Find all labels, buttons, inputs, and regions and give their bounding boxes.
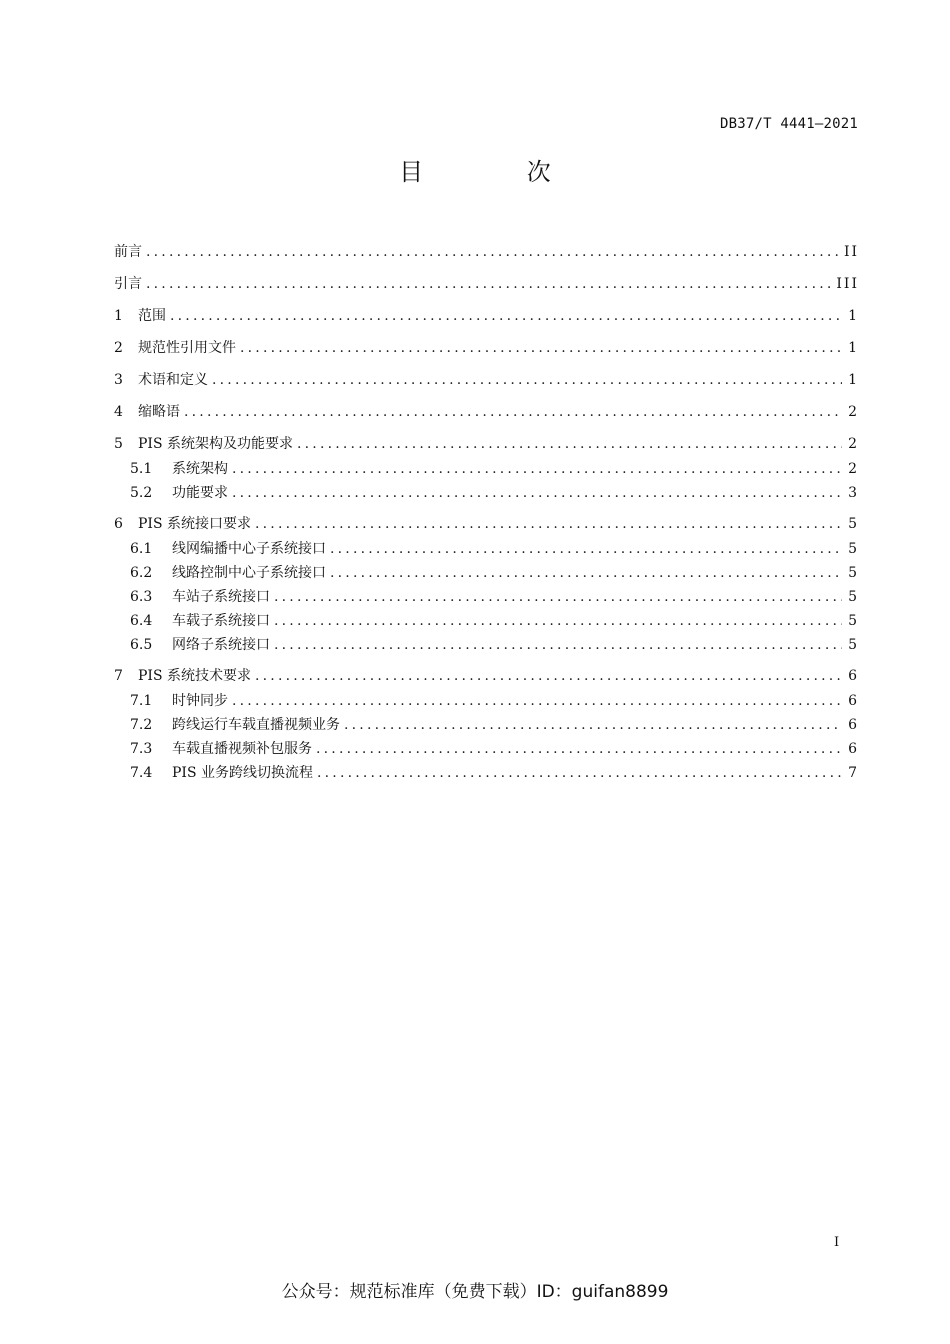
page-title: 目 次 [399,158,599,186]
toc-page-number: 5 [848,565,859,581]
toc-leader [317,762,842,784]
toc-entry-6-4[interactable] [130,610,859,632]
toc-leader [232,482,842,504]
toc-leader [146,241,838,263]
page-folio: I [834,1235,840,1250]
toc-entry-introduction[interactable] [114,273,859,295]
toc-leader [274,586,842,608]
toc-entry-6-5[interactable] [130,634,859,656]
toc-entry-1[interactable] [114,305,859,327]
toc-number: 5 [114,436,123,452]
toc-title: 时钟同步 [172,693,228,709]
toc-leader [330,562,842,584]
toc-title: PIS 业务跨线切换流程 [172,765,313,781]
toc-number: 7.1 [130,693,153,709]
toc-page-number: 6 [848,741,859,757]
toc-title: PIS 系统接口要求 [138,516,251,532]
toc-number: 4 [114,404,123,420]
toc-leader [297,433,842,455]
toc-entry-5-2[interactable] [130,482,859,504]
toc-entry-5[interactable] [114,433,859,455]
toc-page-number: 5 [848,637,859,653]
toc-title: 功能要求 [172,485,228,501]
toc-title: 引言 [114,276,142,292]
toc-entry-2[interactable] [114,337,859,359]
toc-number: 6.1 [130,541,153,557]
toc-page-number: III [836,276,859,292]
toc-entry-5-1[interactable] [130,458,859,480]
toc-entry-3[interactable] [114,369,859,391]
toc-page-number: 5 [848,589,859,605]
toc-leader [344,714,842,736]
toc-number: 5.2 [130,485,153,501]
toc-page-number: 2 [848,404,859,420]
toc-number: 1 [114,308,123,324]
toc-number: 3 [114,372,123,388]
toc-page-number: 2 [848,436,859,452]
toc-title: 线路控制中心子系统接口 [172,565,326,581]
toc-number: 5.1 [130,461,153,477]
toc-page-number: 6 [848,717,859,733]
toc-number: 6.5 [130,637,153,653]
toc-number: 2 [114,340,123,356]
toc-page-number: 1 [848,372,859,388]
toc-title: 术语和定义 [138,372,208,388]
toc-page-number: II [843,244,859,260]
toc-leader [170,305,842,327]
toc-title: 跨线运行车载直播视频业务 [172,717,340,733]
toc-title: 前言 [114,244,142,260]
toc-number: 7 [114,668,123,684]
standard-code: DB37/T 4441—2021 [719,116,858,132]
toc-title: 车站子系统接口 [172,589,270,605]
toc-leader [255,513,842,535]
toc-entry-7[interactable] [114,665,859,687]
footer-watermark-note: 公众号：规范标准库（免费下载）ID：guifan8899 [281,1282,669,1302]
toc-number: 6.2 [130,565,153,581]
toc-entry-6-2[interactable] [130,562,859,584]
toc-leader [330,538,842,560]
toc-page-number: 1 [848,340,859,356]
toc-entry-6-1[interactable] [130,538,859,560]
toc-page-number: 6 [848,668,859,684]
toc-title: PIS 系统架构及功能要求 [138,436,293,452]
toc-entry-6[interactable] [114,513,859,535]
toc-number: 7.2 [130,717,153,733]
toc-entry-foreword[interactable] [114,241,859,263]
toc-title: 范围 [138,308,166,324]
toc-page-number: 2 [848,461,859,477]
toc-page-number: 1 [848,308,859,324]
toc-entry-4[interactable] [114,401,859,423]
toc-leader [255,665,842,687]
toc-title: 车载直播视频补包服务 [172,741,312,757]
toc-title: PIS 系统技术要求 [138,668,251,684]
toc-leader [232,458,842,480]
toc-page-number: 5 [848,516,859,532]
toc-leader [184,401,842,423]
toc-title: 网络子系统接口 [172,637,270,653]
toc-leader [232,690,842,712]
toc-page-number: 5 [848,541,859,557]
toc-title: 缩略语 [138,404,180,420]
toc-page-number: 5 [848,613,859,629]
toc-entry-7-2[interactable] [130,714,859,736]
toc-leader [316,738,842,760]
toc-page-number: 7 [848,765,859,781]
toc-number: 6 [114,516,123,532]
toc-leader [212,369,842,391]
toc-leader [274,610,842,632]
toc-number: 6.3 [130,589,153,605]
toc-page-number: 3 [848,485,859,501]
toc-entry-6-3[interactable] [130,586,859,608]
toc-entry-7-1[interactable] [130,690,859,712]
toc-title: 车载子系统接口 [172,613,270,629]
toc-page-number: 6 [848,693,859,709]
toc-title: 线网编播中心子系统接口 [172,541,326,557]
toc-title: 规范性引用文件 [138,340,236,356]
toc-leader [274,634,842,656]
toc-title: 系统架构 [172,461,228,477]
toc-number: 7.3 [130,741,153,757]
toc-leader [240,337,842,359]
toc-entry-7-4[interactable] [130,762,859,784]
toc-number: 7.4 [130,765,153,781]
toc-number: 6.4 [130,613,153,629]
toc-leader [146,273,830,295]
toc-entry-7-3[interactable] [130,738,859,760]
